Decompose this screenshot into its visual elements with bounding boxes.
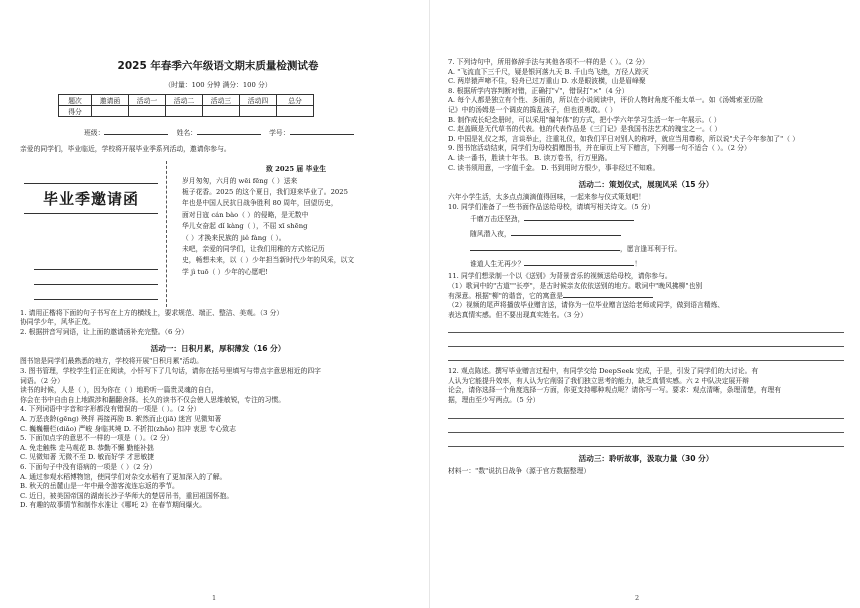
dashed-divider: [166, 161, 167, 307]
id-field[interactable]: [290, 134, 354, 135]
activity-2-intro: 六年小学生活，太多点点滴滴值得回味，一起来参与仪式策划吧！: [448, 193, 646, 202]
question-7: 7. 下列诗句中，所用修辞手法与其他各项不一样的是（ ）。（2 分）: [448, 58, 649, 66]
question-6-option: B. 秋天的岳麓山是一年中最令游客流连忘返的季节。: [20, 482, 179, 491]
question-3-line: 你会在书中自由自上地跋涉和翻翻舍择。长久的读书不仅会使人思维敏锐，专注的习惯。: [20, 395, 286, 404]
page-number: 1: [212, 594, 217, 602]
invitation-line: 栀子花香。2025 的这个夏日，我们迎来毕业了。2025: [182, 188, 348, 196]
score-cell: 活动二: [166, 95, 203, 106]
page-number: 2: [635, 594, 640, 602]
question-8-item: A. 每个人都是独立有个性、多面的，所以在小说阅读中，评价人物时角度不能太单一。如《汤姆索亚历险: [448, 96, 764, 105]
answer-line[interactable]: [448, 334, 844, 347]
question-8-item: C. 赵盖顾是无代草书的代表。他的代表作品是《三门记》是我国书法艺术的瑰宝之一。（ ）: [448, 125, 722, 134]
meaning-blank[interactable]: [563, 297, 653, 298]
handwriting-line[interactable]: [34, 270, 158, 285]
poem-line: 千磨万击还坚劲，: [470, 215, 525, 224]
question-10: 10. 同学们准备了一些书面作品送给母校，请填写相关诗文。（5 分）: [448, 202, 655, 211]
question-7-option: A. "飞流直下三千尺，疑是银河落九天 B. 千山鸟飞绝，万径人踪灭: [448, 67, 649, 76]
invitation-line: 岁月匆匆，六月的 wēi fēng（ ）送来: [182, 176, 298, 185]
question-12: 12. 观点陈述。撰写毕业赠言过程中，有同学交给 DeepSeek 完成，于是，引发了同学们的大讨论。有: [448, 367, 759, 376]
score-input-cell[interactable]: [166, 106, 203, 117]
poem-blank[interactable]: [524, 220, 634, 221]
class-field[interactable]: [104, 134, 168, 135]
invitation-body: [182, 159, 410, 279]
invitation-banner: 毕业季邀请函: [24, 183, 158, 214]
poem-blank[interactable]: [524, 265, 634, 266]
question-7-option: C. 两岸猿声啼不住，轻舟已过万重山 D. 水是眼波横，山是眉峰聚: [448, 77, 646, 86]
question-11-part: （2）视频的尾声将播放毕业赠言送，请你为一位毕业赠言送给老师或同学，做到语言精炼、: [448, 301, 725, 310]
score-input-cell[interactable]: [92, 106, 129, 117]
score-cell: 得分: [59, 106, 92, 117]
poem-line: ，愿言逢耳利于行。: [620, 245, 682, 254]
poem-fill-block: [448, 212, 844, 272]
question-1-sentence: 协同学少年，风华正茂。: [20, 318, 95, 327]
question-5-option: A. 免走触株 走马观花 B. 恭勤不懈 勤能补拙: [20, 443, 154, 452]
poem-line: 谁道人生无再少？: [470, 260, 525, 269]
score-input-cell[interactable]: [240, 106, 277, 117]
question-9-option: A. 读一番书，胜读十年书。 B. 读万卷书，行万里路。: [448, 153, 612, 162]
question-5: 5. 下面加点字的意思不一样的一项是（ ）。（2 分）: [20, 434, 174, 443]
handwriting-lines: [34, 255, 158, 300]
invitation-line: 华儿女奋起 dǐ kàng（ ），不屈 xī shēng: [182, 222, 308, 231]
exam-page-2: [430, 0, 860, 608]
score-cell: 活动一: [129, 95, 166, 106]
question-8-item: 记》中的汤姆是一个调皮的捣乱孩子，但也很勇敢。（ ）: [448, 105, 617, 114]
answer-line[interactable]: [448, 348, 844, 361]
invitation-line: 学 jì tuō（ ）少年的心愿吧!: [182, 267, 268, 276]
name-field[interactable]: [197, 134, 261, 135]
activity-1-title: 活动一：日积月累，厚积薄发（16 分）: [150, 344, 286, 354]
invitation-cover: [20, 163, 168, 303]
answer-line[interactable]: [448, 420, 844, 433]
score-cell: 题次: [59, 95, 92, 106]
question-11-part: （1）歌词中的"古道""长亭"，是古时候亲友依依送别的地方。歌词中"晚风拂柳"也别: [448, 281, 703, 290]
id-label: 学号：: [269, 129, 290, 137]
activity-2-title: 活动二：策划仪式，展现风采（15 分）: [578, 180, 714, 190]
question-5-option: C. 见微知著 无微不至 D. 敏而好学 才思敏捷: [20, 453, 155, 462]
activity-1-intro: 图书馆是同学们最熟悉的地方，学校将开展"日积月累"活动。: [20, 357, 203, 366]
invitation-line: 面对日寇 cán bào（ ）的侵略，是无数中: [182, 210, 309, 219]
question-3-line: 读书的时候，人是（ ），因为你在（ ）地聆听一篇贵灵魂的自白，: [20, 386, 219, 395]
invitation-line: （ ）才换来民族的 jiě fàng（ ）。: [182, 233, 286, 242]
poem-blank[interactable]: [511, 235, 621, 236]
exam-title: 2025 年春季六年级语文期末质量检测试卷: [117, 60, 319, 72]
question-6-option: A. 通过参观水稻博物馆，使同学们对杂交水稻有了更加深入的了解。: [20, 472, 227, 481]
score-input-cell[interactable]: [129, 106, 166, 117]
student-info-line: [84, 127, 416, 137]
score-table: [58, 94, 314, 117]
score-cell: 邀请函: [92, 95, 129, 106]
question-3-line: 词语。（2 分）: [20, 376, 64, 385]
handwriting-line[interactable]: [34, 285, 158, 300]
handwriting-line[interactable]: [34, 255, 158, 270]
invitation-line: 年也是中国人民抗日战争胜利 80 周年，回望历史，: [182, 199, 338, 208]
question-11-part: 有深意。根据"柳"的谐音，它的寓意是: [448, 292, 844, 302]
question-8-item: B. 制作成长纪念册时，可以采用"编年体"的方式，把小学六年学习生活一年一年展示。（ ）: [448, 115, 721, 124]
question-8: 8. 根据所学内容判断对错，正确打"√"，错误打"×"（4 分）: [448, 86, 629, 95]
question-2: 2. 根据拼音写词语，让上面的邀请函补充完整。（6 分）: [20, 327, 189, 336]
question-9-option: C. 读书须用意，一字值千金。 D. 书到用时方恨少，事非经过不知难。: [448, 163, 660, 172]
material-1-title: 材料一："数"说抗日战争（源于官方数据整理）: [448, 466, 591, 475]
score-cell: 活动四: [240, 95, 277, 106]
question-12-line: 据，理由至少写两点。（5 分）: [448, 396, 540, 405]
invitation-heading: 致 2025 届 毕业生: [265, 164, 326, 173]
class-label: 班级：: [84, 129, 105, 137]
question-12-line: 论会，请你选择一个角度选择一方面，你更支持哪种观点呢？请你写一写。要求：观点清晰，条理清楚，有理有: [448, 386, 782, 395]
question-4: 4. 下列词语中字音和字形都没有错误的一项是（ ）。（2 分）: [20, 405, 201, 414]
question-4-option: A. 万恶丧龄(gēng) 殃抨 再接再励 B. 絮然而止(jiā) 迷宫 见微知著: [20, 414, 222, 423]
poem-line: 随风潜入夜，: [470, 230, 511, 239]
question-1: 1. 请用正楷将下面的句子书写在上方的横线上，要求规范、端正、整洁、美观。（3 分）: [20, 308, 284, 317]
score-input-cell[interactable]: [277, 106, 314, 117]
invitation-line: 史，畅想未来，以（ ）少年担当新时代少年的风采，以文: [182, 256, 355, 265]
question-12-line: 人认为它能提升效率，有人认为它削弱了我们独立思考的能力，缺乏真情实感。六 2 中队决定展开辩: [448, 376, 749, 385]
score-cell: 总分: [277, 95, 314, 106]
answer-line[interactable]: [448, 406, 844, 419]
exam-subtitle: （时量：100 分钟 满分：100 分）: [164, 81, 272, 89]
activity-3-title: 活动三：聆听故事，汲取力量（30 分）: [578, 453, 714, 463]
question-6: 6. 下面句子中没有语病的一项是（ ）（2 分）: [20, 462, 157, 471]
answer-line[interactable]: [448, 434, 844, 447]
question-11: 11. 同学们想录制一个以《送别》为背景音乐的视频送给母校，请你参与。: [448, 272, 672, 281]
score-table-score-row: [59, 106, 314, 117]
poem-line: ！: [634, 260, 642, 269]
question-9: 9. 图书馆活动结束，同学们为母校捐赠图书，并在扉页上写下赠言，下列哪一句不适合（ ）。（2 分）: [448, 144, 751, 153]
score-input-cell[interactable]: [203, 106, 240, 117]
question-4-option: C. 巍巍栅栏(diǎo) 严峻 身临其境 D. 不折扣(zhǎo) 扣冲 衷思 专心致志: [20, 424, 236, 433]
answer-line[interactable]: [448, 320, 844, 333]
invitation-card: [20, 159, 416, 309]
score-table-header-row: [59, 95, 314, 106]
score-cell: 活动三: [203, 95, 240, 106]
invitation-line: 未吧，亲爱的同学们，让我们用稚的方式铭记历: [182, 245, 325, 254]
name-label: 姓名：: [176, 129, 197, 137]
intro-text: 亲爱的同学们，毕业临近，学校将开展毕业季系列活动，邀请你参与。: [20, 145, 231, 153]
question-6-option: D. 有趣的故事情节和制作水准让《哪吒 2》在春节期间爆火。: [20, 501, 206, 510]
question-3: 3. 图书管理，学校学生们正在阅读，小钎写下了几句话，请你在括号里填写与带点字意思相近的四字: [20, 366, 321, 375]
poem-blank[interactable]: [470, 250, 620, 251]
question-8-item: D. 中国是礼仪之邦，言谈举止，注重礼仪，如我们平日对别人的称呼，就应当用尊称，所以说"犬子今年参加了"（ ）: [448, 134, 799, 143]
question-6-option: C. 近日，被美国帝国的湖南长沙子华师大的楚居吊书，重回祖国怀抱。: [20, 491, 234, 500]
question-11-part: 表达真情实感。但不要出现真实姓名。（3 分）: [448, 310, 588, 319]
